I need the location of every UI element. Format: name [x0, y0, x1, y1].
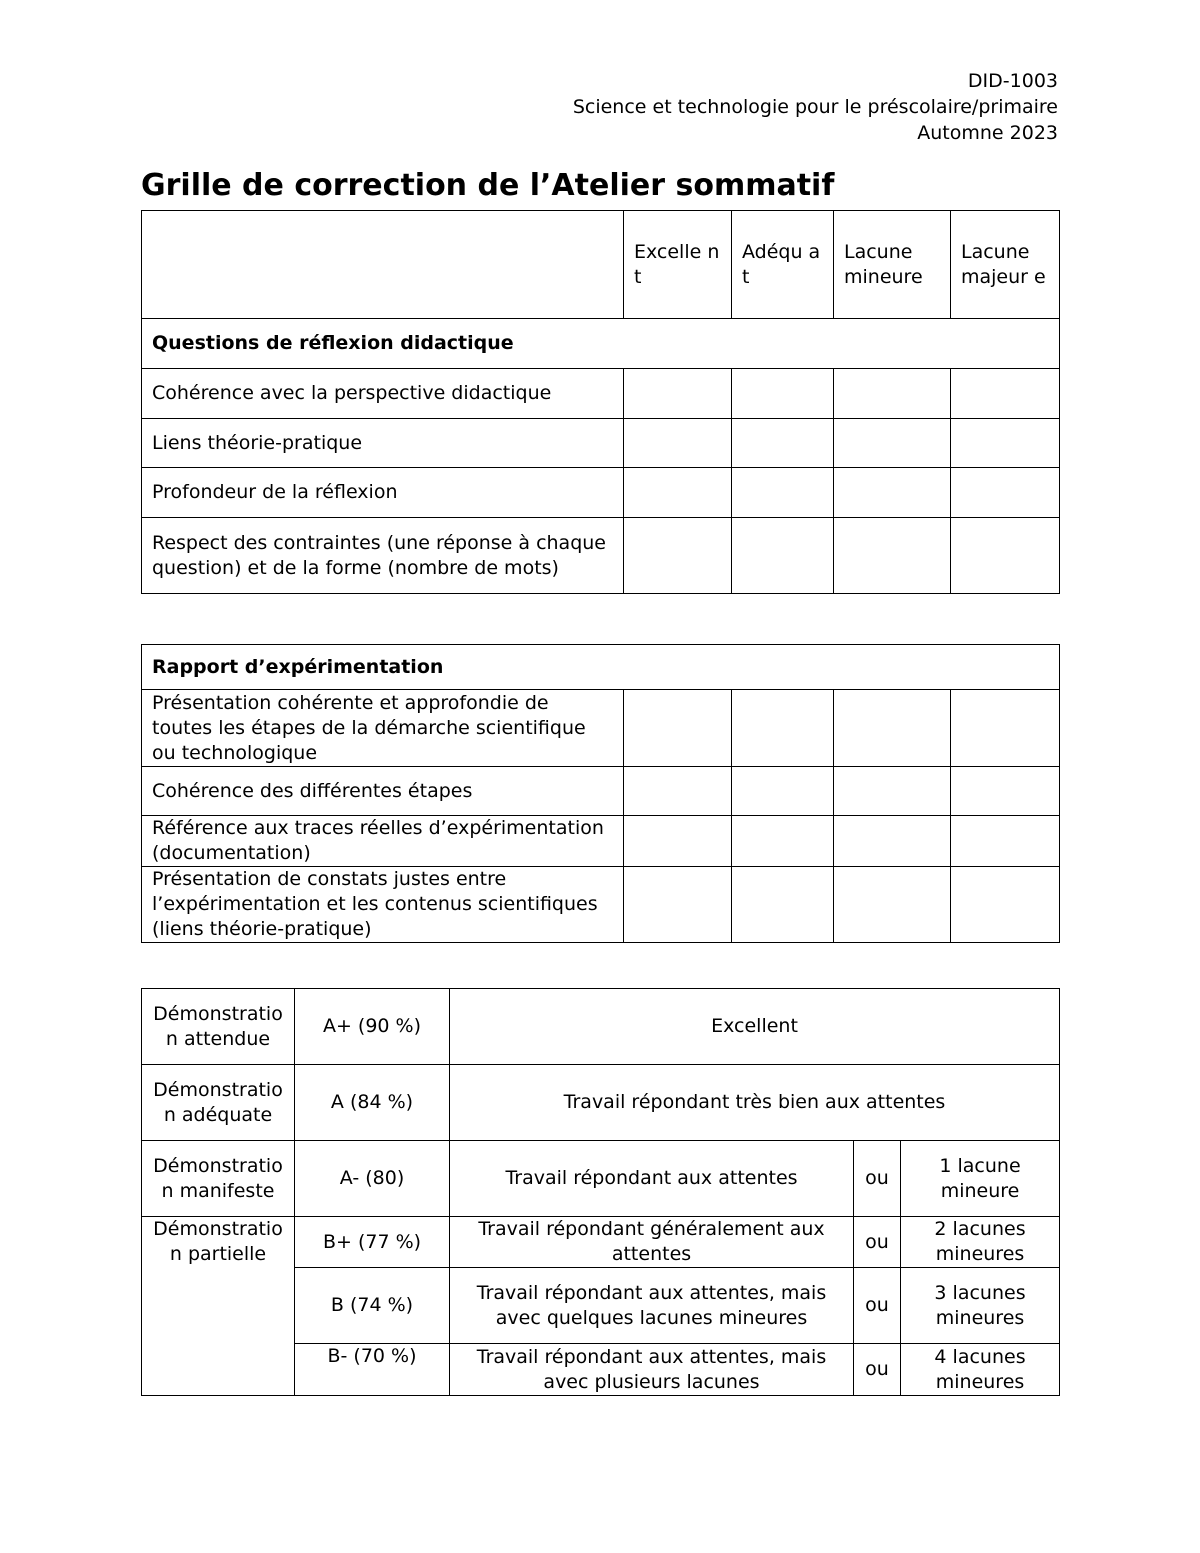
criterion-label: Profondeur de la réflexion	[142, 468, 624, 518]
alt-criteria: 1 lacune mineure	[901, 1141, 1060, 1217]
or-label: ou	[854, 1217, 901, 1268]
grade-description: Travail répondant très bien aux attentes	[450, 1065, 1060, 1141]
rating-cell[interactable]	[951, 690, 1060, 767]
section-title: Questions de réflexion didactique	[142, 319, 1060, 369]
rating-cell[interactable]	[951, 518, 1060, 594]
criterion-label: Cohérence avec la perspective didactique	[142, 369, 624, 419]
grade-description: Travail répondant aux attentes	[450, 1141, 854, 1217]
rating-cell[interactable]	[834, 518, 951, 594]
level-label: Démonstration partielle	[142, 1217, 295, 1396]
grade-label: B- (70 %)	[295, 1344, 450, 1396]
scale-row	[142, 1065, 1060, 1141]
rating-cell[interactable]	[951, 369, 1060, 419]
grading-table-reflection	[141, 210, 1060, 594]
course-code: DID-1003	[967, 70, 1058, 92]
criterion-label: Cohérence des différentes étapes	[142, 767, 624, 816]
table-row	[142, 468, 1060, 518]
grade-description: Travail répondant généralement aux attentes	[450, 1217, 854, 1268]
rating-cell[interactable]	[834, 767, 951, 816]
scale-row	[142, 1141, 1060, 1217]
rating-cell[interactable]	[732, 867, 834, 943]
rating-cell[interactable]	[624, 767, 732, 816]
column-header-excellent: Excelle nt	[624, 211, 732, 319]
course-name: Science et technologie pour le préscolaire/primaire	[572, 96, 1058, 118]
rating-cell[interactable]	[834, 816, 951, 867]
alt-criteria: 4 lacunes mineures	[901, 1344, 1060, 1396]
rating-cell[interactable]	[624, 468, 732, 518]
rating-cell[interactable]	[732, 816, 834, 867]
criterion-label: Liens théorie-pratique	[142, 419, 624, 468]
level-label: Démonstration manifeste	[142, 1141, 295, 1217]
rating-cell[interactable]	[951, 468, 1060, 518]
rating-cell[interactable]	[732, 369, 834, 419]
rating-cell[interactable]	[834, 867, 951, 943]
rating-cell[interactable]	[624, 690, 732, 767]
scale-row	[142, 1217, 1060, 1268]
table-header-row	[142, 211, 1060, 319]
table-row	[142, 690, 1060, 767]
rating-cell[interactable]	[732, 767, 834, 816]
term: Automne 2023	[917, 122, 1058, 144]
section-title: Rapport d’expérimentation	[142, 645, 1060, 690]
page-title: Grille de correction de l’Atelier sommatif	[141, 168, 835, 203]
or-label: ou	[854, 1141, 901, 1217]
rating-cell[interactable]	[834, 369, 951, 419]
rating-cell[interactable]	[732, 518, 834, 594]
rating-cell[interactable]	[951, 767, 1060, 816]
grade-label: A (84 %)	[295, 1065, 450, 1141]
rating-cell[interactable]	[624, 816, 732, 867]
scale-row	[142, 989, 1060, 1065]
rating-cell[interactable]	[732, 419, 834, 468]
or-label: ou	[854, 1344, 901, 1396]
column-header-adequate: Adéqu at	[732, 211, 834, 319]
table-row	[142, 419, 1060, 468]
criterion-label: Présentation cohérente et approfondie de toutes les étapes de la démarche scientifique ou technologique	[142, 690, 624, 767]
section-row	[142, 319, 1060, 369]
table-row	[142, 767, 1060, 816]
rating-cell[interactable]	[951, 816, 1060, 867]
alt-criteria: 2 lacunes mineures	[901, 1217, 1060, 1268]
criterion-label: Référence aux traces réelles d’expérimentation (documentation)	[142, 816, 624, 867]
level-label: Démonstration attendue	[142, 989, 295, 1065]
rating-cell[interactable]	[732, 690, 834, 767]
alt-criteria: 3 lacunes mineures	[901, 1268, 1060, 1344]
rating-cell[interactable]	[834, 419, 951, 468]
grade-label: B (74 %)	[295, 1268, 450, 1344]
rating-cell[interactable]	[732, 468, 834, 518]
grade-label: B+ (77 %)	[295, 1217, 450, 1268]
grade-description: Excellent	[450, 989, 1060, 1065]
document-header	[573, 68, 1058, 146]
rating-cell[interactable]	[834, 690, 951, 767]
rating-cell[interactable]	[624, 369, 732, 419]
grade-description: Travail répondant aux attentes, mais avec plusieurs lacunes	[450, 1344, 854, 1396]
rating-cell[interactable]	[624, 419, 732, 468]
rating-cell[interactable]	[951, 419, 1060, 468]
grade-label: A- (80)	[295, 1141, 450, 1217]
grading-table-report	[141, 644, 1060, 943]
rating-cell[interactable]	[624, 867, 732, 943]
rating-cell[interactable]	[624, 518, 732, 594]
level-label: Démonstration adéquate	[142, 1065, 295, 1141]
table-row	[142, 867, 1060, 943]
or-label: ou	[854, 1268, 901, 1344]
grading-scale-table	[141, 988, 1060, 1396]
criterion-label: Présentation de constats justes entre l’expérimentation et les contenus scientifiques (liens théorie-pratique)	[142, 867, 624, 943]
criterion-label: Respect des contraintes (une réponse à chaque question) et de la forme (nombre de mots)	[142, 518, 624, 594]
grade-description: Travail répondant aux attentes, mais avec quelques lacunes mineures	[450, 1268, 854, 1344]
grade-label: A+ (90 %)	[295, 989, 450, 1065]
table-row	[142, 816, 1060, 867]
empty-header-cell	[142, 211, 624, 319]
column-header-major-gap: Lacune majeur e	[951, 211, 1060, 319]
section-row	[142, 645, 1060, 690]
rating-cell[interactable]	[951, 867, 1060, 943]
rating-cell[interactable]	[834, 468, 951, 518]
column-header-minor-gap: Lacune mineure	[834, 211, 951, 319]
table-row	[142, 369, 1060, 419]
table-row	[142, 518, 1060, 594]
